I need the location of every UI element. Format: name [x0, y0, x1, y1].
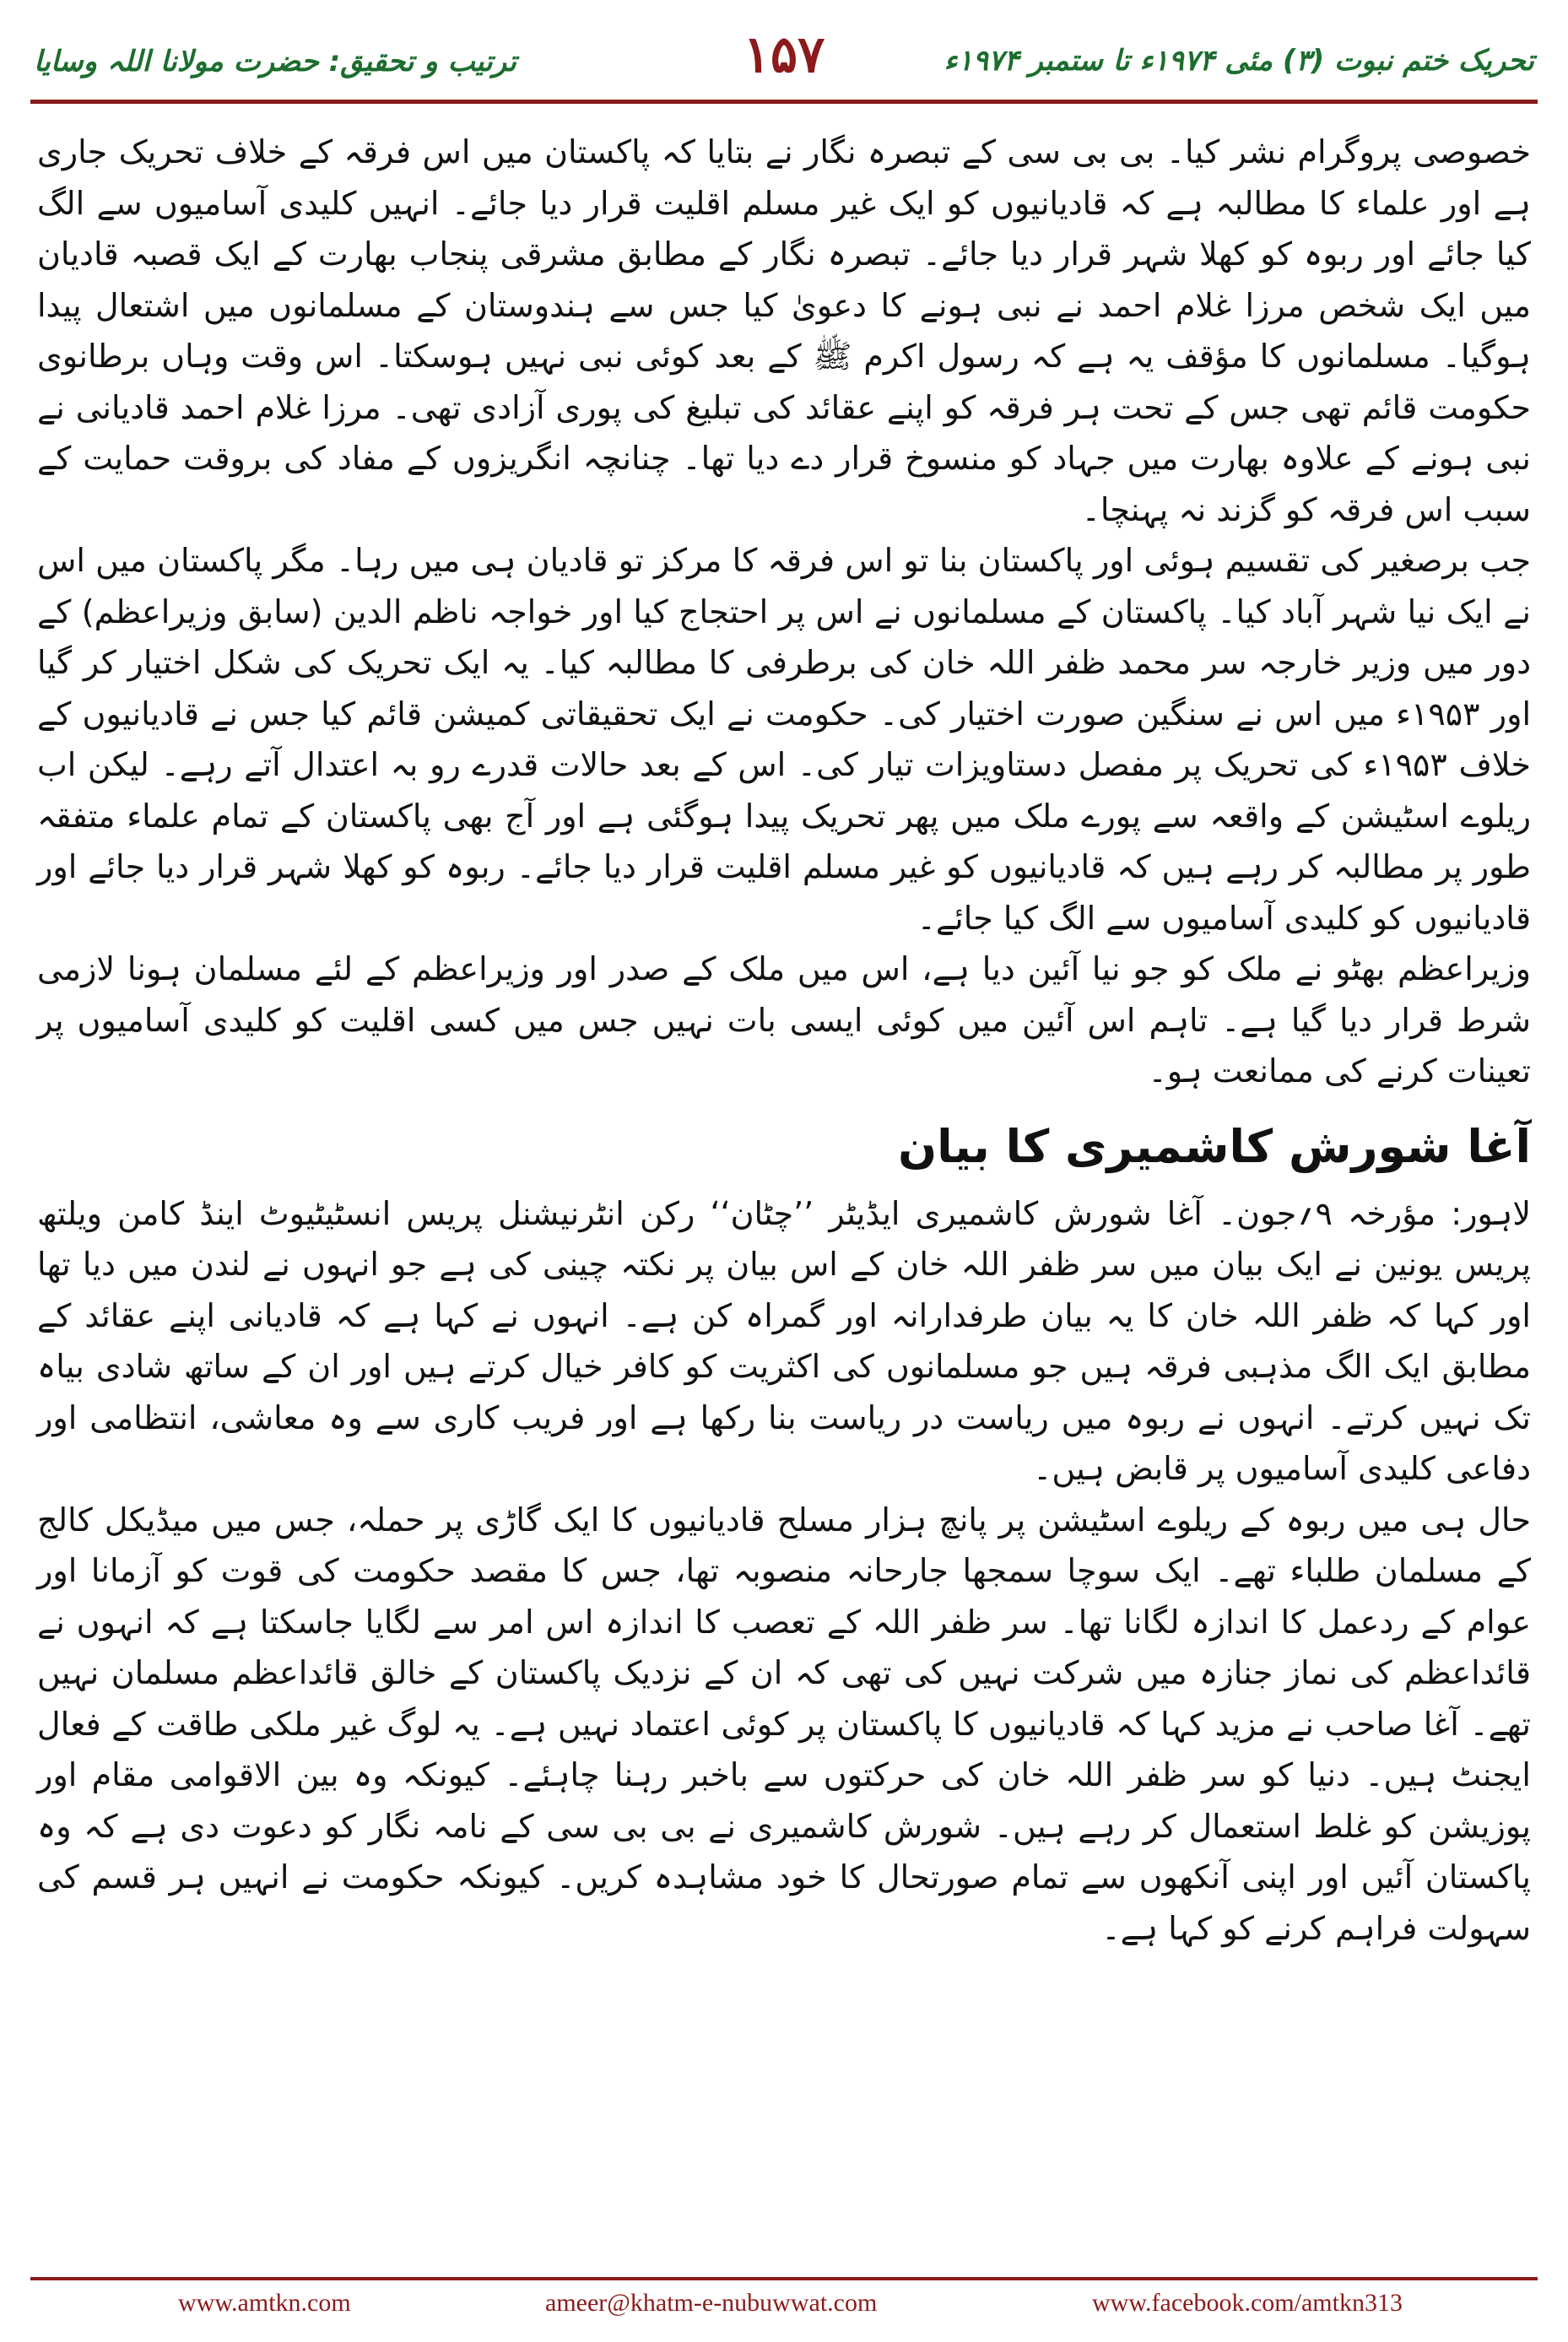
page-number: ۱۵۷	[743, 25, 825, 84]
page-footer	[30, 2284, 1538, 2326]
book-title: تحریک ختم نبوت (۳) مئی ۱۹۷۴ء تا ستمبر ۱۹۷۴ء	[944, 44, 1534, 78]
compiler-credit: ترتیب و تحقیق: حضرت مولانا اللہ وسایا	[34, 45, 516, 78]
email-link[interactable]: ameer@khatm-e-nubuwwat.com	[545, 2289, 878, 2317]
paragraph-bbc-report: خصوصی پروگرام نشر کیا۔ بی بی سی کے تبصرہ نگار نے بتایا کہ پاکستان میں اس فرقہ کے خلاف تحریک جاری ہے اور علماء کا مطالبہ ہے کہ قادیانیوں کو ایک غیر مسلم اقلیت قرار دیا جائے۔ انہیں کلیدی آسامیوں سے الگ کیا جائے اور ربوہ کو کھلا شہر قرار دیا جائے۔ تبصرہ نگار کے مطابق مشرقی پنجاب بھارت کے ایک قصبہ قادیان میں ایک شخص مرزا غلام احمد نے نبی ہونے کا دعویٰ کیا جس سے ہندوستان کے مسلمانوں میں اشتعال پیدا ہوگیا۔ مسلمانوں کا مؤقف یہ ہے کہ رسول اکرم ﷺ کے بعد کوئی نبی نہیں ہوسکتا۔ اس وقت وہاں برطانوی حکومت قائم تھی جس کے تحت ہر فرقہ کو اپنے عقائد کی تبلیغ کی پوری آزادی تھی۔ مرزا غلام احمد قادیانی نے نبی ہونے کے علاوہ بھارت میں جہاد کو منسوخ قرار دے دیا تھا۔ چنانچہ انگریزوں کے مفاد کی بروقت حمایت کے سبب اس فرقہ کو گزند نہ پہنچا۔	[37, 133, 1531, 528]
page-header	[30, 19, 1538, 100]
paragraph-rabwah-incident: حال ہی میں ربوہ کے ریلوے اسٹیشن پر پانچ ہزار مسلح قادیانیوں کا ایک گاڑی پر حملہ، جس میں میڈیکل کالج کے مسلمان طلباء تھے۔ ایک سوچا سمجھا جارحانہ منصوبہ تھا، جس کا مقصد حکومت کی قوت کو آزمانا اور عوام کے ردعمل کا اندازہ لگانا تھا۔ سر ظفر اللہ کے تعصب کا اندازہ اس امر سے لگایا جاسکتا ہے کہ انہوں نے قائداعظم کی نماز جنازہ میں شرکت نہیں کی تھی کہ ان کے نزدیک پاکستان کے خالق قائداعظم مسلمان نہیں تھے۔ آغا صاحب نے مزید کہا کہ قادیانیوں کا پاکستان پر کوئی اعتماد نہیں ہے۔ یہ لوگ غیر ملکی طاقت کے فعال ایجنٹ ہیں۔ دنیا کو سر ظفر اللہ خان کی حرکتوں سے باخبر رہنا چاہئے۔ کیونکہ وہ بین الاقوامی مقام اور پوزیشن کو غلط استعمال کر رہے ہیں۔ شورش کاشمیری نے بی بی سی کے نامہ نگار کو دعوت دی ہے کہ وہ پاکستان آئیں اور اپنی آنکھوں سے تمام صورتحال کا خود مشاہدہ کریں۔ کیونکہ حکومت نے انہیں ہر قسم کی سہولت فراہم کرنے کو کہا ہے۔	[37, 1501, 1531, 1947]
website-link[interactable]: www.amtkn.com	[178, 2289, 351, 2317]
paragraph-shorish-statement: لاہور: مؤرخہ ۹؍جون۔ آغا شورش کاشمیری ایڈیٹر ’’چٹان‘‘ رکن انٹرنیشنل پریس انسٹیٹیوٹ اینڈ کامن ویلتھ پریس یونین نے ایک بیان میں سر ظفر اللہ خان کے اس بیان پر نکتہ چینی کی ہے جو انہوں نے لندن میں دیا تھا اور کہا کہ ظفر اللہ خان کا یہ بیان طرفدارانہ اور گمراہ کن ہے۔ انہوں نے کہا ہے کہ قادیانی اپنے عقائد کے مطابق ایک الگ مذہبی فرقہ ہیں جو مسلمانوں کی اکثریت کو کافر خیال کرتے ہیں اور ان کے ساتھ شادی بیاہ تک نہیں کرتے۔ انہوں نے ربوہ میں ریاست در ریاست بنا رکھا ہے اور فریب کاری سے وہ معاشی، انتظامی اور دفاعی کلیدی آسامیوں پر قابض ہیں۔	[37, 1194, 1531, 1487]
paragraph-constitution: وزیراعظم بھٹو نے ملک کو جو نیا آئین دیا ہے، اس میں ملک کے صدر اور وزیراعظم کے لئے مسلمان ہونا لازمی شرط قرار دیا گیا ہے۔ تاہم اس آئین میں کوئی ایسی بات نہیں جس میں کسی اقلیت کو کلیدی آسامیوں پر تعینات کرنے کی ممانعت ہو۔	[37, 950, 1531, 1090]
footer-divider	[30, 2277, 1538, 2280]
section-heading: آغا شورش کاشمیری کا بیان	[898, 1119, 1531, 1173]
page-body	[37, 127, 1531, 1954]
paragraph-partition-history: جب برصغیر کی تقسیم ہوئی اور پاکستان بنا تو اس فرقہ کا مرکز تو قادیان ہی میں رہا۔ مگر پاکستان میں اس نے ایک نیا شہر آباد کیا۔ پاکستان کے مسلمانوں نے اس پر احتجاج کیا اور خواجہ ناظم الدین (سابق وزیراعظم) کے دور میں وزیر خارجہ سر محمد ظفر اللہ خان کی برطرفی کا مطالبہ کیا۔ یہ ایک تحریک کی شکل اختیار کر گیا اور ۱۹۵۳ء میں اس نے سنگین صورت اختیار کی۔ حکومت نے ایک تحقیقاتی کمیشن قائم کیا جس نے قادیانیوں کے خلاف ۱۹۵۳ء کی تحریک پر مفصل دستاویزات تیار کی۔ اس کے بعد حالات قدرے رو بہ اعتدال آتے رہے۔ لیکن اب ریلوے اسٹیشن کے واقعہ سے پورے ملک میں پھر تحریک پیدا ہوگئی ہے اور آج بھی پاکستان کے تمام علماء متفقہ طور پر مطالبہ کر رہے ہیں کہ قادیانیوں کو غیر مسلم اقلیت قرار دیا جائے۔ ربوہ کو کھلا شہر قرار دیا جائے اور قادیانیوں کو کلیدی آسامیوں سے الگ کیا جائے۔	[37, 542, 1532, 937]
facebook-link[interactable]: www.facebook.com/amtkn313	[1092, 2289, 1403, 2317]
header-divider	[30, 100, 1538, 104]
